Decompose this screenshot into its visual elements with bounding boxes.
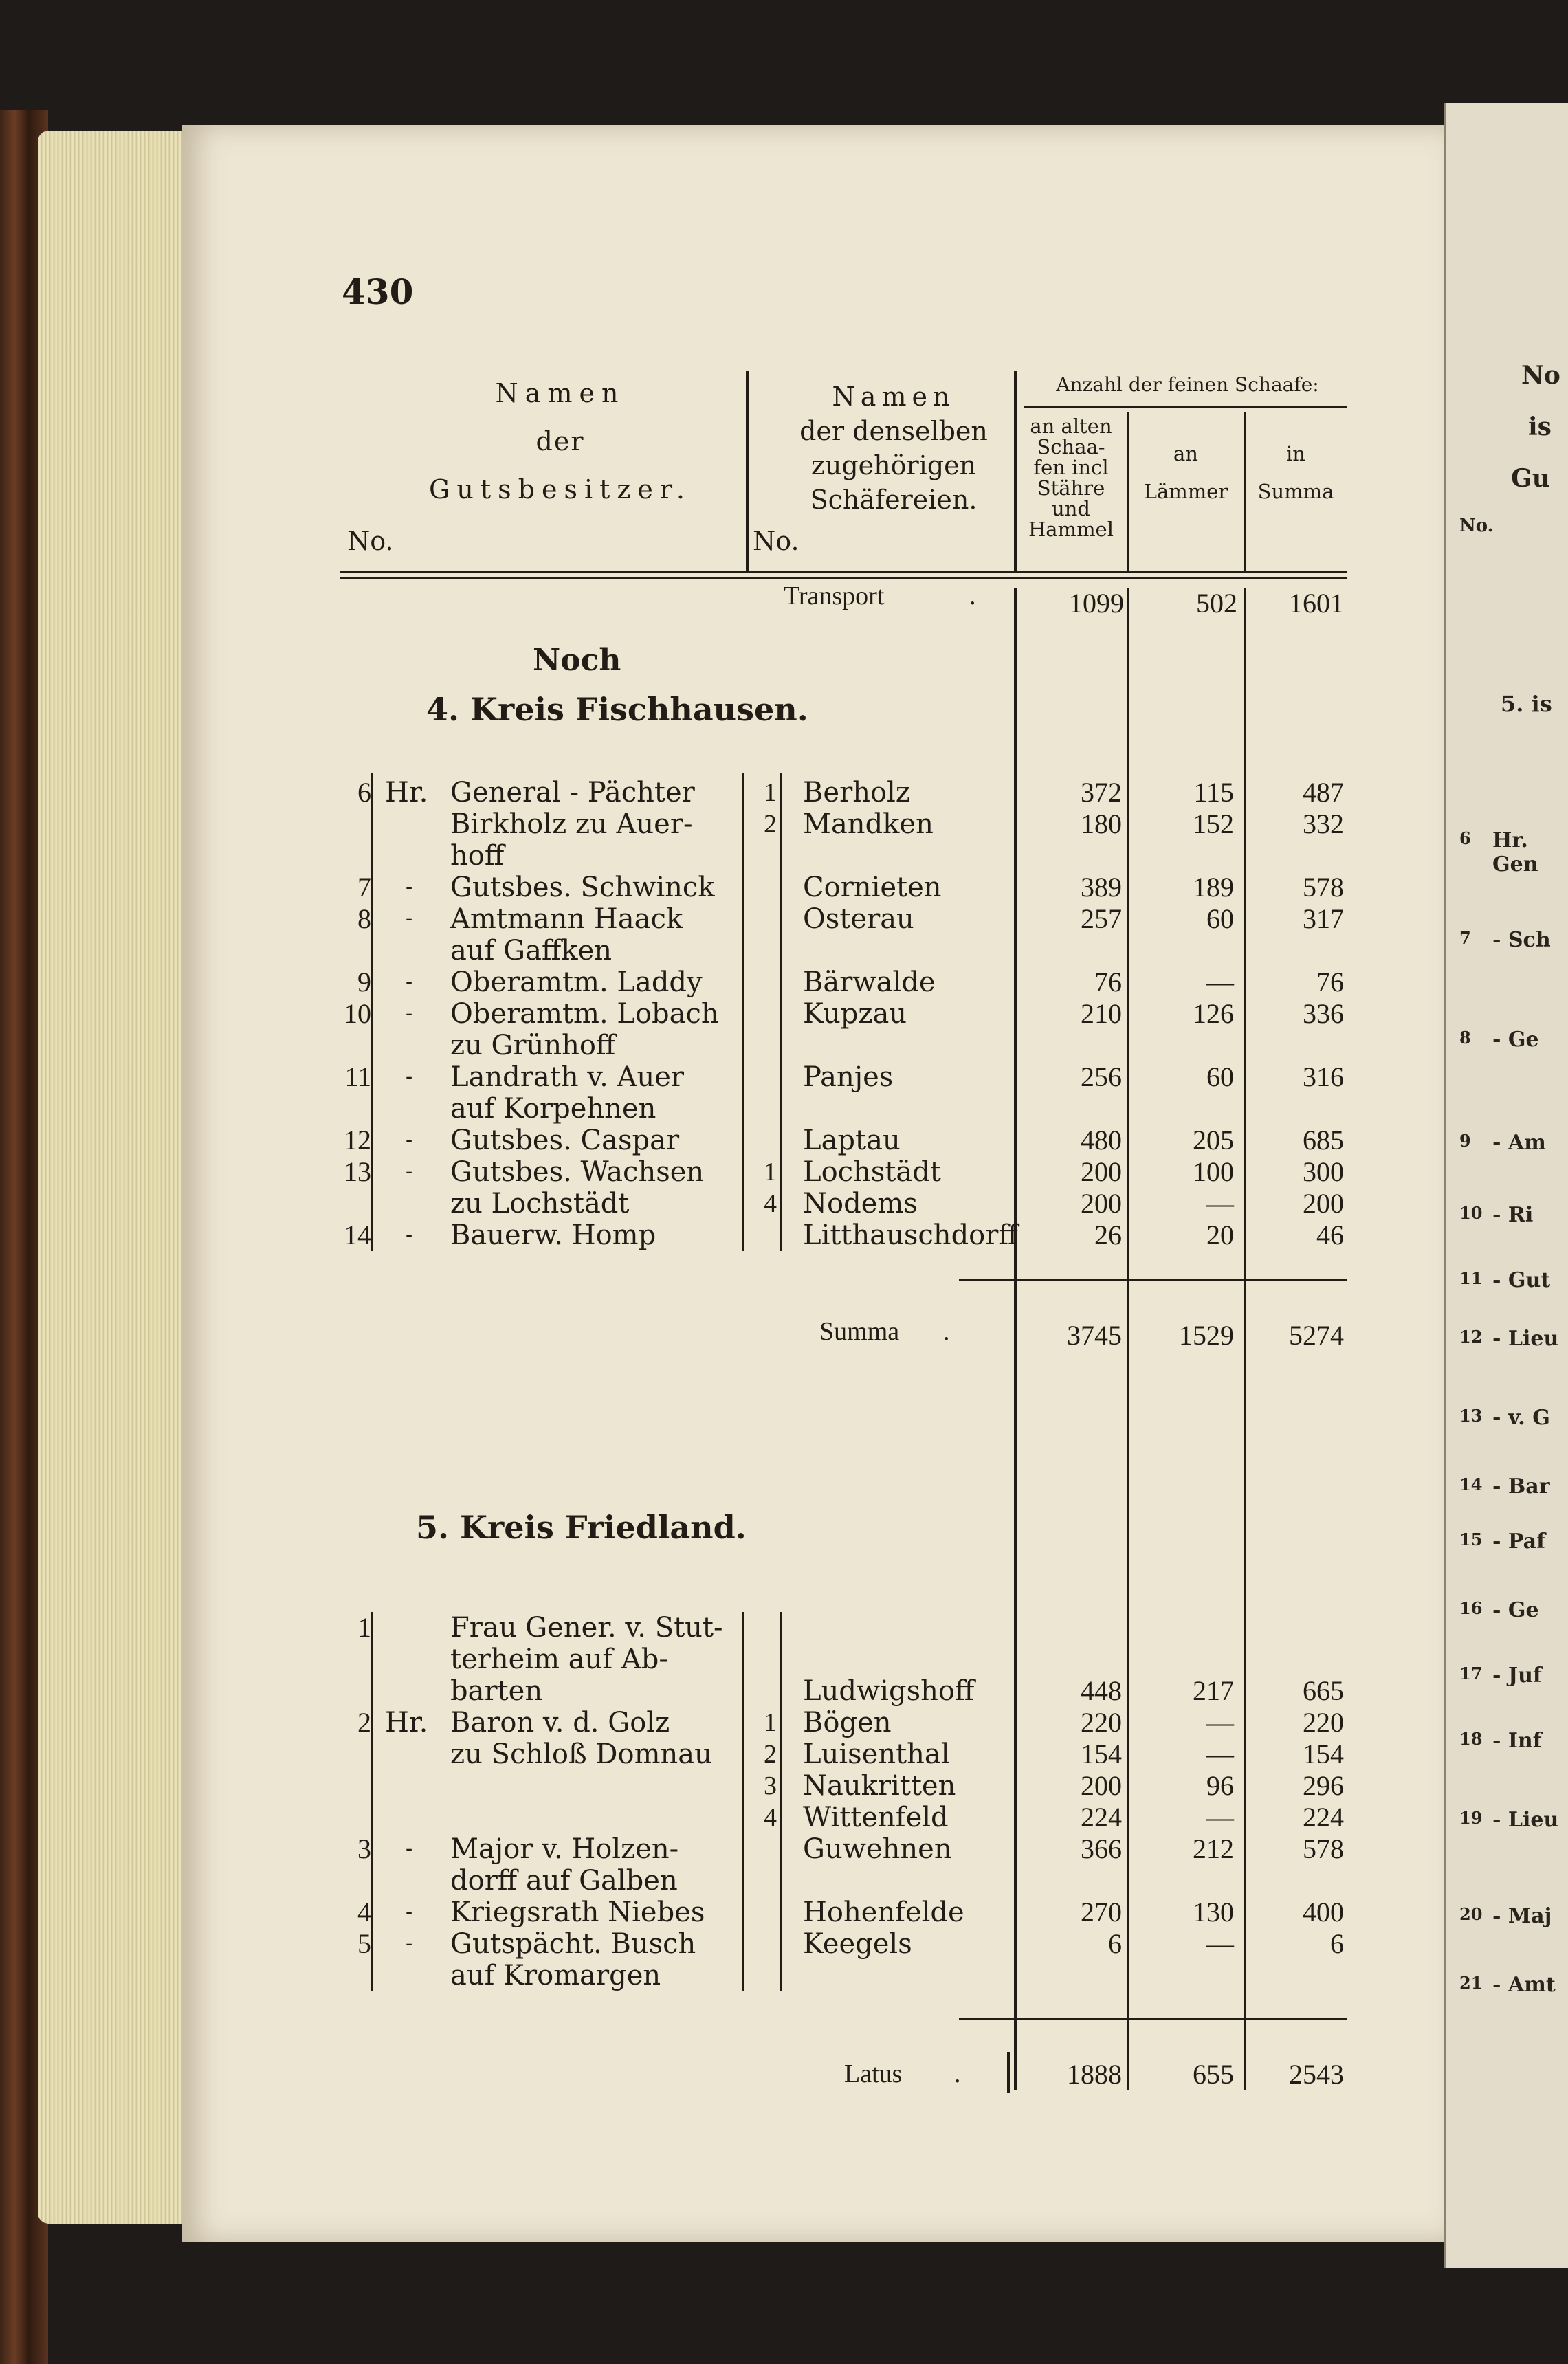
total-value: 46	[1316, 1219, 1344, 1250]
lambs-value: —	[1206, 1802, 1234, 1833]
owner-name: zu Schloß Domnau	[450, 1738, 712, 1770]
farm-name: Luisenthal	[803, 1738, 950, 1770]
old-sheep-header: Schaa-	[1037, 435, 1105, 459]
total-value: 76	[1316, 966, 1344, 997]
adjacent-row-number: 12	[1459, 1327, 1483, 1347]
row-rule	[959, 1279, 1347, 1281]
owner-name: Oberamtm. Lobach	[450, 998, 719, 1030]
transport-value: 1099	[1069, 588, 1124, 619]
owner-name: auf Kromargen	[450, 1960, 661, 1991]
owner-name: Bauerw. Homp	[450, 1219, 656, 1251]
farm-number: 4	[764, 1803, 777, 1832]
owner-name: hoff	[450, 840, 505, 872]
lambs-value: —	[1206, 1707, 1234, 1738]
old-sheep-value: 200	[1081, 1770, 1122, 1801]
total-value: 400	[1303, 1897, 1344, 1927]
adjacent-row-text: - Amt	[1492, 1973, 1556, 1997]
old-sheep-value: 480	[1081, 1125, 1122, 1156]
column-rule	[742, 773, 744, 1251]
farm-name: Ludwigshoff	[803, 1675, 975, 1707]
farm-name: Panjes	[803, 1061, 894, 1093]
row-number: 9	[357, 966, 371, 997]
column-rule	[371, 1612, 373, 1991]
farm-number: 1	[764, 1708, 777, 1737]
lambs-value: 152	[1193, 808, 1234, 839]
column-rule	[371, 773, 373, 1251]
column-rule	[746, 371, 749, 571]
transport-value: 1601	[1289, 588, 1344, 619]
farm-name: Osterau	[803, 903, 914, 935]
adjacent-row-number: 9	[1459, 1131, 1471, 1151]
farm-name: Hohenfelde	[803, 1897, 964, 1928]
lambs-value: 126	[1193, 998, 1234, 1029]
farm-name: Guwehnen	[803, 1833, 952, 1865]
owner-prefix: -	[406, 907, 413, 931]
adjacent-row-number: 6	[1459, 828, 1471, 848]
summa-label: Summa	[819, 1317, 900, 1346]
latus-value: 655	[1193, 2059, 1234, 2090]
transport-value: 502	[1196, 588, 1237, 619]
owner-name: Gutsbes. Schwinck	[450, 872, 715, 903]
lambs-value: 217	[1193, 1675, 1234, 1706]
dot: .	[969, 582, 976, 610]
lambs-value: 205	[1193, 1125, 1234, 1156]
old-sheep-header: Stähre	[1037, 476, 1105, 500]
farm-name: Laptau	[803, 1125, 901, 1156]
lambs-value: 60	[1206, 903, 1234, 934]
total-value: 685	[1303, 1125, 1344, 1156]
farm-name: Kupzau	[803, 998, 907, 1030]
farm-name: Nodems	[803, 1188, 918, 1219]
farm-name: Keegels	[803, 1928, 912, 1960]
row-number: 6	[357, 777, 371, 808]
old-sheep-value: 26	[1094, 1219, 1122, 1250]
total-value: 224	[1303, 1802, 1344, 1833]
owner-name: Kriegsrath Niebes	[450, 1897, 705, 1928]
owner-name: zu Lochstädt	[450, 1188, 630, 1219]
farm-name: Bögen	[803, 1707, 892, 1738]
latus-value: 2543	[1289, 2059, 1344, 2090]
farm-number: 1	[764, 778, 777, 807]
adjacent-page	[1444, 103, 1568, 2268]
owner-column-header: der	[535, 426, 585, 456]
summa-value: 1529	[1179, 1320, 1234, 1351]
owner-prefix: -	[406, 1837, 413, 1861]
owner-name: Baron v. d. Golz	[450, 1707, 670, 1738]
old-sheep-value: 270	[1081, 1897, 1122, 1927]
adjacent-row-number: 18	[1459, 1729, 1483, 1749]
old-sheep-value: 154	[1081, 1738, 1122, 1769]
farm-number: 2	[764, 1740, 777, 1769]
adjacent-row-number: 20	[1459, 1904, 1483, 1924]
old-sheep-value: 257	[1081, 903, 1122, 934]
total-header: in	[1286, 442, 1305, 465]
owner-name: Major v. Holzen-	[450, 1833, 679, 1865]
section-prefix: Noch	[533, 643, 621, 678]
row-number: 13	[344, 1156, 371, 1187]
adjacent-row-number: 15	[1459, 1529, 1483, 1549]
farm-name: Berholz	[803, 777, 910, 808]
column-rule	[1244, 412, 1246, 571]
owner-prefix: -	[406, 875, 413, 899]
owner-prefix: -	[406, 1932, 413, 1956]
farm-name: Cornieten	[803, 872, 942, 903]
column-rule	[780, 1612, 782, 1991]
total-value: 296	[1303, 1770, 1344, 1801]
owner-prefix: Hr.	[385, 777, 428, 808]
transport-label: Transport	[784, 582, 885, 610]
adjacent-row-text: - Ge	[1492, 1598, 1539, 1622]
total-value: 154	[1303, 1738, 1344, 1769]
owner-column-header: Namen	[495, 378, 626, 408]
adjacent-row-text: Hr. Gen	[1492, 828, 1538, 876]
farm-column-header: Schäfereien.	[810, 485, 978, 515]
owner-prefix: -	[406, 1002, 413, 1026]
adjacent-row-text: - Juf	[1492, 1664, 1542, 1688]
column-rule	[1014, 371, 1017, 571]
adjacent-text: No.	[1459, 516, 1494, 536]
farm-column-header: Namen	[832, 382, 956, 412]
old-sheep-value: 224	[1081, 1802, 1122, 1833]
farm-column-header: zugehörigen	[810, 450, 977, 480]
adjacent-row-number: 8	[1459, 1028, 1471, 1048]
adjacent-row-number: 10	[1459, 1203, 1483, 1223]
lambs-header: an	[1173, 442, 1198, 465]
total-value: 6	[1330, 1928, 1344, 1959]
farm-name: Bärwalde	[803, 966, 936, 998]
farm-number: 4	[764, 1189, 777, 1218]
row-rule	[340, 571, 1347, 573]
adjacent-row-text: - Paf	[1492, 1529, 1545, 1554]
adjacent-text: No	[1521, 361, 1560, 390]
total-header: Summa	[1257, 480, 1334, 503]
section-title: 5. Kreis Friedland.	[416, 1509, 747, 1546]
adjacent-row-number: 16	[1459, 1598, 1483, 1618]
owner-name: Oberamtm. Laddy	[450, 966, 703, 998]
row-number: 3	[357, 1833, 371, 1864]
old-sheep-value: 210	[1081, 998, 1122, 1029]
farm-name: Naukritten	[803, 1770, 956, 1802]
column-rule	[742, 1612, 744, 1991]
adjacent-row-number: 19	[1459, 1808, 1483, 1828]
owner-name: Birkholz zu Auer-	[450, 808, 693, 840]
owner-prefix: -	[406, 1223, 413, 1247]
owner-name: General - Pächter	[450, 777, 695, 808]
row-rule	[340, 577, 1347, 579]
adjacent-row-number: 17	[1459, 1664, 1483, 1683]
owner-name: barten	[450, 1675, 543, 1707]
adjacent-row-text: - Inf	[1492, 1729, 1542, 1753]
total-value: 332	[1303, 808, 1344, 839]
summa-value: 5274	[1289, 1320, 1344, 1351]
row-number: 12	[344, 1125, 371, 1156]
farm-number: 3	[764, 1771, 777, 1800]
farm-number: 1	[764, 1158, 777, 1186]
adjacent-row-text: - Lieu	[1492, 1808, 1559, 1832]
farm-column-header: der denselben	[799, 416, 988, 446]
old-sheep-value: 6	[1108, 1928, 1122, 1959]
total-value: 200	[1303, 1188, 1344, 1219]
total-value: 317	[1303, 903, 1344, 934]
column-rule	[1127, 412, 1129, 571]
owner-name: Landrath v. Auer	[450, 1061, 685, 1093]
latus-label: Latus	[844, 2059, 903, 2088]
lambs-value: —	[1206, 1738, 1234, 1769]
adjacent-row-number: 13	[1459, 1406, 1483, 1426]
old-sheep-value: 389	[1081, 872, 1122, 903]
row-number: 14	[344, 1219, 371, 1250]
adjacent-row-text: - Maj	[1492, 1904, 1552, 1928]
row-number: 11	[344, 1061, 371, 1092]
adjacent-row-text: - Ri	[1492, 1203, 1534, 1227]
old-sheep-header: Hammel	[1028, 518, 1114, 541]
old-sheep-value: 256	[1081, 1061, 1122, 1092]
owner-name: Amtmann Haack	[450, 903, 683, 935]
old-sheep-value: 220	[1081, 1707, 1122, 1738]
column-rule	[780, 773, 782, 1251]
sheep-count-header: Anzahl der feinen Schaafe:	[1056, 373, 1319, 396]
row-number: 2	[357, 1707, 371, 1738]
owner-prefix: -	[406, 1900, 413, 1924]
page-number: 430	[342, 272, 414, 312]
number-column-header: No.	[347, 526, 394, 556]
owner-prefix: -	[406, 1128, 413, 1152]
owner-name: Frau Gener. v. Stut-	[450, 1612, 723, 1644]
owner-prefix: Hr.	[385, 1707, 428, 1738]
row-number: 7	[357, 872, 371, 903]
old-sheep-header: fen incl	[1033, 456, 1109, 479]
owner-name: Gutspächt. Busch	[450, 1928, 696, 1960]
total-value: 578	[1303, 872, 1344, 903]
adjacent-row-number: 21	[1459, 1973, 1483, 1993]
lambs-value: 212	[1193, 1833, 1234, 1864]
section-title: 4. Kreis Fischhausen.	[426, 691, 808, 728]
lambs-value: 96	[1206, 1770, 1234, 1801]
farm-number: 2	[764, 810, 777, 839]
adjacent-text: 5. is	[1501, 691, 1552, 717]
adjacent-row-text: - Bar	[1492, 1474, 1550, 1499]
adjacent-row-text: - v. G	[1492, 1406, 1550, 1430]
latus-value: 1888	[1067, 2059, 1122, 2090]
lambs-header: Lämmer	[1143, 480, 1228, 503]
adjacent-row-number: 7	[1459, 928, 1471, 948]
number-column-header: No.	[753, 526, 799, 556]
owner-prefix: -	[406, 970, 413, 994]
total-value: 336	[1303, 998, 1344, 1029]
row-number: 4	[357, 1897, 371, 1927]
adjacent-text: is	[1528, 412, 1552, 441]
row-number: 1	[357, 1612, 371, 1643]
total-value: 220	[1303, 1707, 1344, 1738]
lambs-value: 20	[1206, 1219, 1234, 1250]
row-rule	[959, 2018, 1347, 2020]
total-value: 300	[1303, 1156, 1344, 1187]
row-number: 8	[357, 903, 371, 934]
old-sheep-value: 366	[1081, 1833, 1122, 1864]
owner-column-header: Gutsbesitzer.	[429, 474, 692, 505]
total-value: 316	[1303, 1061, 1344, 1092]
owner-name: Gutsbes. Caspar	[450, 1125, 680, 1156]
lambs-value: 189	[1193, 872, 1234, 903]
lambs-value: 60	[1206, 1061, 1234, 1092]
adjacent-row-text: - Am	[1492, 1131, 1546, 1155]
total-value: 487	[1303, 777, 1344, 808]
owner-prefix: -	[406, 1160, 413, 1184]
page-edges	[38, 131, 186, 2224]
dot: .	[943, 1317, 950, 1346]
adjacent-row-number: 14	[1459, 1474, 1483, 1494]
adjacent-row-text: - Lieu	[1492, 1327, 1559, 1351]
lambs-value: 115	[1193, 777, 1234, 808]
adjacent-row-text: - Gut	[1492, 1268, 1551, 1292]
dot: .	[954, 2059, 961, 2088]
owner-prefix: -	[406, 1065, 413, 1089]
old-sheep-value: 76	[1094, 966, 1122, 997]
old-sheep-value: 200	[1081, 1156, 1122, 1187]
lambs-value: —	[1206, 1928, 1234, 1959]
owner-name: auf Korpehnen	[450, 1093, 656, 1125]
adjacent-row-text: - Sch	[1492, 928, 1551, 952]
summa-value: 3745	[1067, 1320, 1122, 1351]
owner-name: Gutsbes. Wachsen	[450, 1156, 705, 1188]
adjacent-row-number: 11	[1459, 1268, 1483, 1288]
total-value: 578	[1303, 1833, 1344, 1864]
row-rule	[1024, 406, 1347, 408]
owner-name: terheim auf Ab-	[450, 1644, 668, 1675]
old-sheep-value: 180	[1081, 808, 1122, 839]
lambs-value: 130	[1193, 1897, 1234, 1927]
farm-name: Mandken	[803, 808, 934, 840]
old-sheep-value: 372	[1081, 777, 1122, 808]
row-number: 5	[357, 1928, 371, 1959]
owner-name: dorff auf Galben	[450, 1865, 678, 1897]
farm-name: Wittenfeld	[803, 1802, 949, 1833]
owner-name: auf Gaffken	[450, 935, 612, 966]
row-number: 10	[344, 998, 371, 1029]
lambs-value: 100	[1193, 1156, 1234, 1187]
old-sheep-value: 200	[1081, 1188, 1122, 1219]
owner-name: zu Grünhoff	[450, 1030, 616, 1061]
farm-name: Litthauschdorff	[803, 1219, 1018, 1251]
farm-name: Lochstädt	[803, 1156, 941, 1188]
adjacent-row-text: - Ge	[1492, 1028, 1539, 1052]
old-sheep-value: 448	[1081, 1675, 1122, 1706]
adjacent-text: Gu	[1511, 464, 1550, 493]
old-sheep-header: an alten	[1030, 415, 1112, 438]
total-value: 665	[1303, 1675, 1344, 1706]
lambs-value: —	[1206, 966, 1234, 997]
old-sheep-header: und	[1052, 497, 1090, 520]
lambs-value: —	[1206, 1188, 1234, 1219]
